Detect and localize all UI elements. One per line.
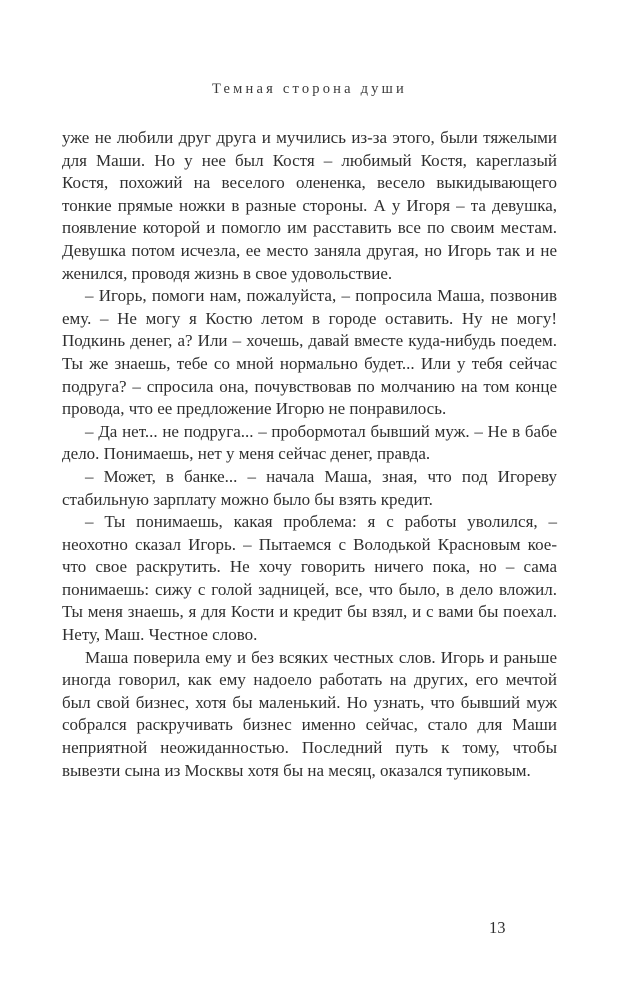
paragraph: Маша поверила ему и без всяких честных слов. Игорь и раньше иногда говорил, как ему надоело работать на других, его мечтой был свой бизнес, хотя бы маленький. Но узнать, что бывший муж собрался раскручивать бизнес именно сейчас, стало для Маши неприятной неожиданностью. Последний путь к тому, чтобы вывезти сына из Москвы хотя бы на месяц, оказался тупиковым.: [62, 647, 557, 780]
paragraph: – Может, в банке... – начала Маша, зная, что под Игореву стабильную зарплату можно было бы взять кредит.: [62, 466, 557, 509]
paragraph: уже не любили друг друга и мучились из-за этого, были тяжелыми для Маши. Но у нее был Костя – любимый Костя, кареглазый Костя, похожий на веселого олененка, весело выкидывающего тонкие прямые ножки в разные стороны. А у Игоря – та девушка, появление которой и помогло им расставить все по своим местам. Девушка потом исчезла, ее место заняла другая, но Игорь так и не женился, проводя жизнь в свое удовольствие.: [62, 128, 557, 283]
running-header: Темная сторона души: [212, 81, 407, 97]
paragraph: – Да нет... не подруга... – пробормотал бывший муж. – Не в бабе дело. Понимаешь, нет у меня сейчас денег, правда.: [62, 421, 557, 464]
body-text: [62, 127, 557, 782]
paragraph: – Ты понимаешь, какая проблема: я с работы уволился, – неохотно сказал Игорь. – Пытаемся с Володькой Красновым кое-что свое раскрутить. Не хочу говорить ничего пока, но – сама понимаешь: сижу с голой задницей, все, что было, в дело вложил. Ты меня знаешь, я для Кости и кредит бы взял, и с вами бы поехал. Нету, Маш. Честное слово.: [62, 512, 557, 645]
paragraph: – Игорь, помоги нам, пожалуйста, – попросила Маша, позвонив ему. – Не могу я Костю летом в городе оставить. Ну не могу! Подкинь денег, а? Или – хочешь, давай вместе куда-нибудь поедем. Ты же знаешь, тебе со мной нормально будет... Или у тебя сейчас подруга? – спросила она, почувствовав по молчанию на том конце провода, что ее предложение Игорю не понравилось.: [62, 286, 557, 419]
page-number: 13: [489, 918, 506, 937]
